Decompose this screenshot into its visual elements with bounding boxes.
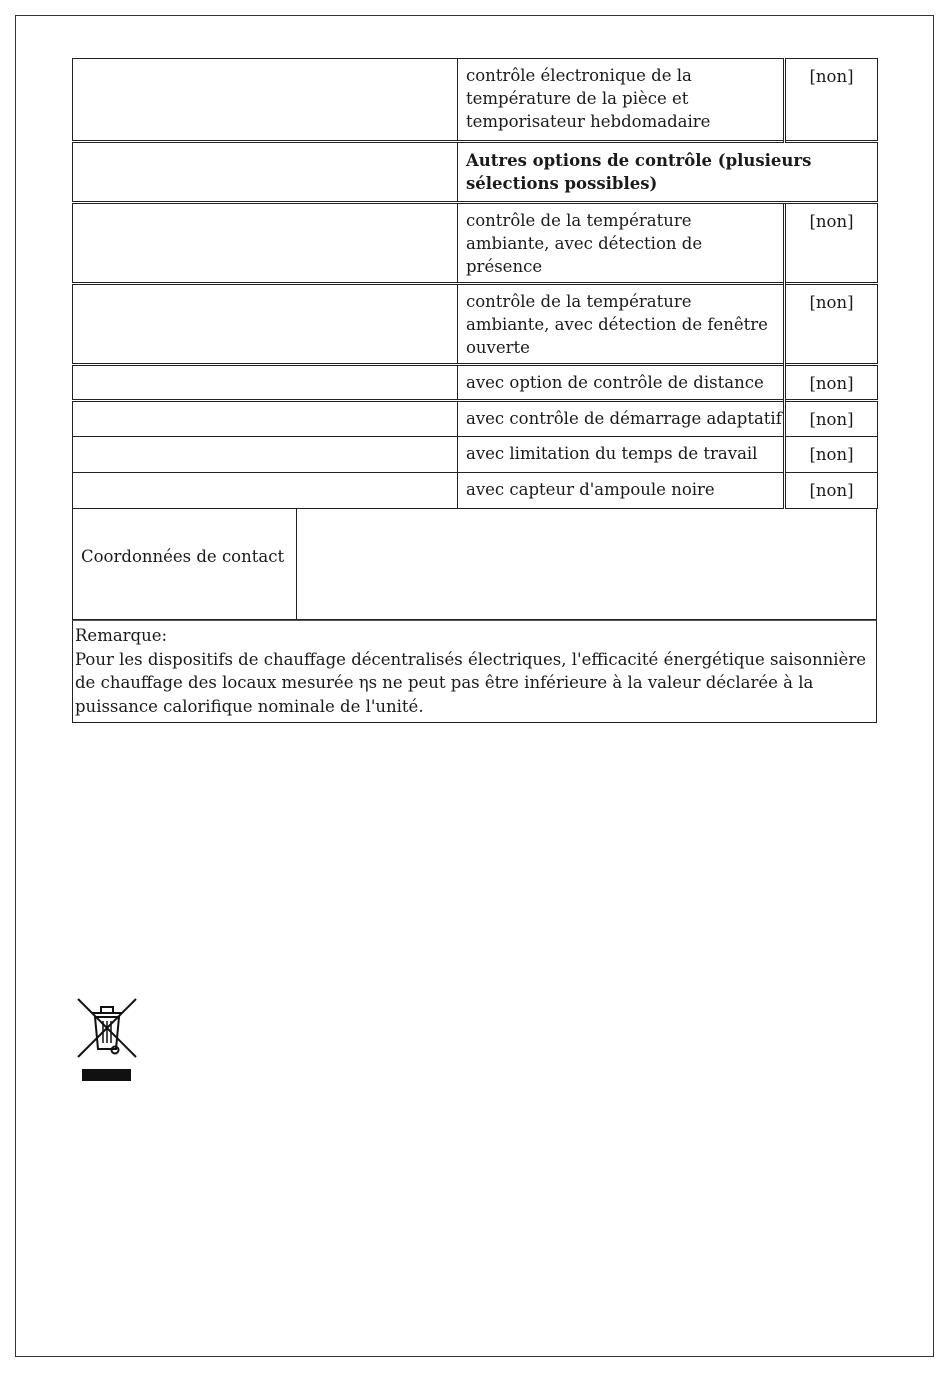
control-label: contrôle de la température ambiante, avec détection de présence <box>458 203 785 284</box>
crossed-out-wheelie-bin-icon <box>76 995 138 1085</box>
table-row <box>73 142 878 203</box>
empty-cell <box>73 473 458 509</box>
control-label: avec capteur d'ampoule noire <box>458 473 785 509</box>
control-value: [non] <box>785 284 878 365</box>
section-header: Autres options de contrôle (plusieurs sélections possibles) <box>458 142 878 203</box>
control-value: [non] <box>785 437 878 473</box>
empty-cell <box>73 401 458 437</box>
table-row <box>73 437 878 473</box>
table-row <box>73 365 878 401</box>
empty-cell <box>73 284 458 365</box>
table-row <box>73 473 878 509</box>
control-label: contrôle électronique de la température de la pièce et temporisateur hebdomadaire <box>458 59 785 142</box>
table-row <box>73 59 878 142</box>
control-value: [non] <box>785 365 878 401</box>
control-value: [non] <box>785 203 878 284</box>
contact-label: Coordonnées de contact <box>73 509 297 619</box>
empty-cell <box>73 142 458 203</box>
control-label: contrôle de la température ambiante, avec détection de fenêtre ouverte <box>458 284 785 365</box>
empty-cell <box>73 59 458 142</box>
remark-text: Pour les dispositifs de chauffage décentralisés électriques, l'efficacité énergétique saisonnière de chauffage des locaux mesurée ηs ne peut pas être inférieure à la valeur déclarée à la puissance calorifique nominale de l'unité. <box>75 649 866 716</box>
control-value: [non] <box>785 401 878 437</box>
control-value: [non] <box>785 473 878 509</box>
empty-cell <box>73 365 458 401</box>
remark-title: Remarque: <box>75 626 168 645</box>
empty-cell <box>73 437 458 473</box>
table-row <box>73 284 878 365</box>
control-label: avec contrôle de démarrage adaptatif <box>458 401 785 437</box>
table-row <box>73 401 878 437</box>
control-label: avec option de contrôle de distance <box>458 365 785 401</box>
empty-cell <box>73 203 458 284</box>
contact-row <box>72 509 877 620</box>
contact-details-cell <box>297 509 876 619</box>
specification-sheet <box>72 58 877 723</box>
control-label: avec limitation du temps de travail <box>458 437 785 473</box>
remark-box <box>72 620 877 723</box>
table-row <box>73 203 878 284</box>
controls-table <box>72 58 878 509</box>
control-value: [non] <box>785 59 878 142</box>
